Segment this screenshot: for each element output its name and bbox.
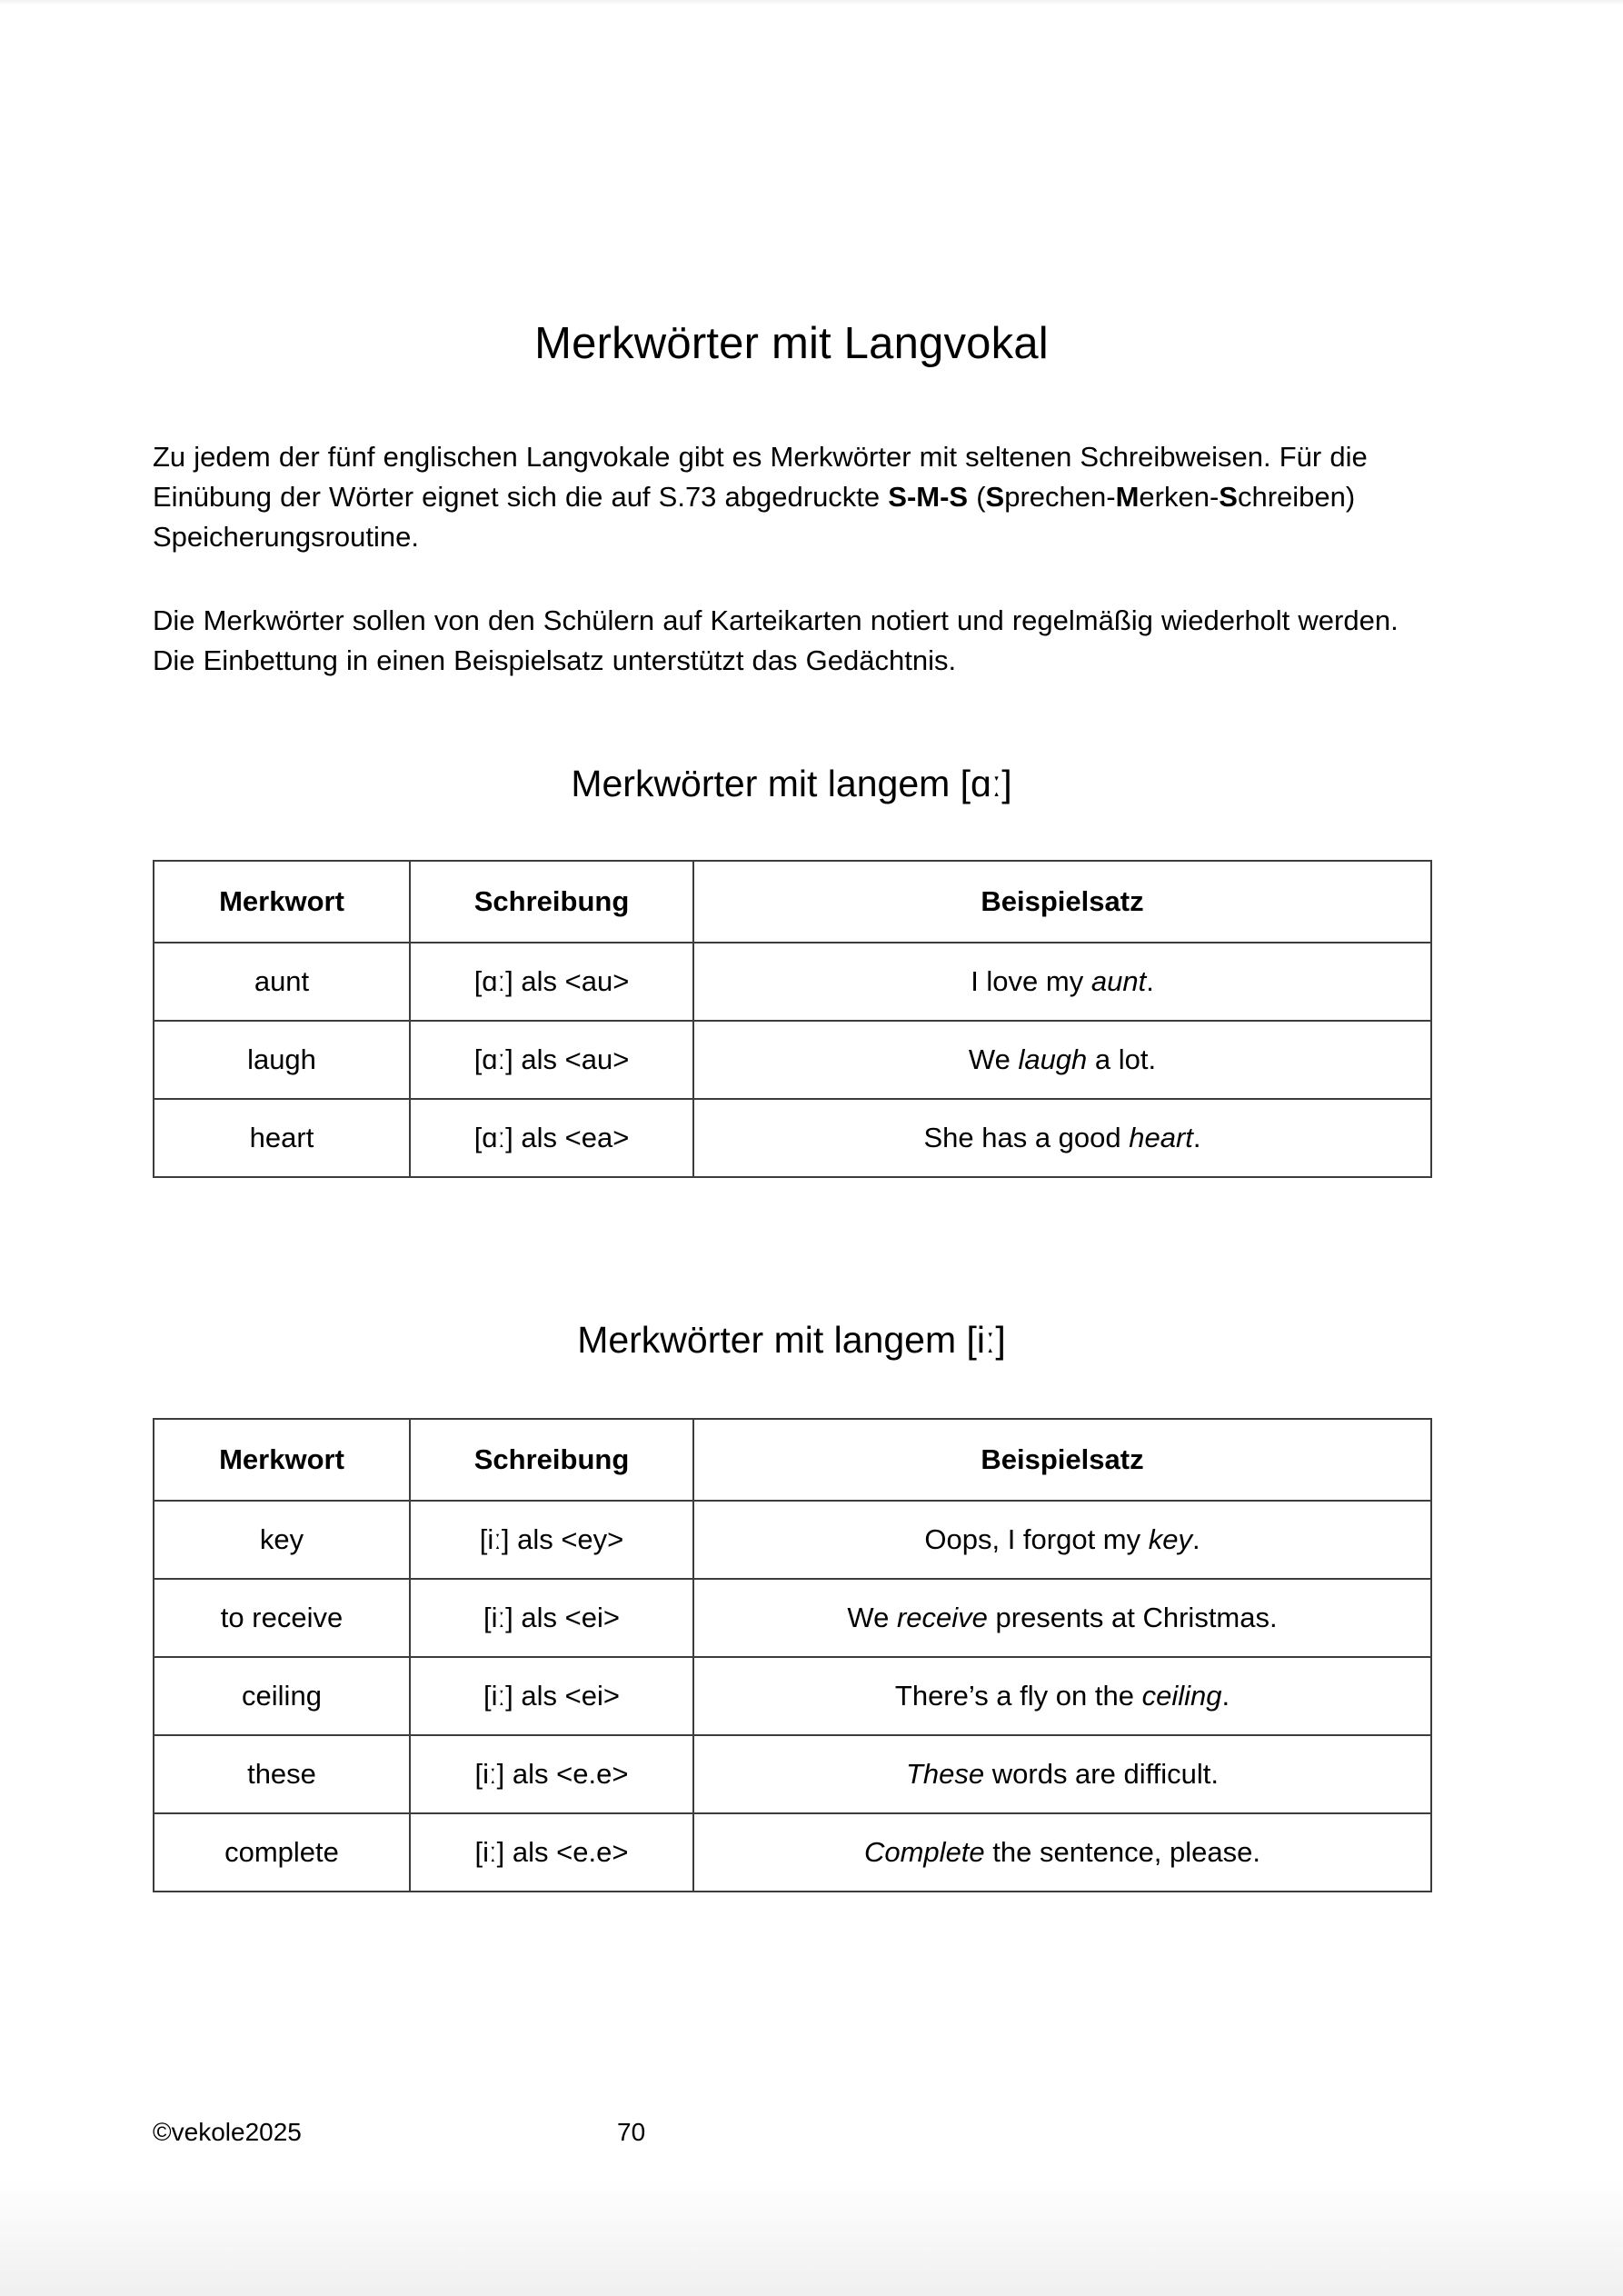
copyright-notice: ©vekole2025 [153, 2118, 302, 2146]
table-row [154, 943, 1431, 1021]
italic-run: key [1148, 1523, 1192, 1556]
table-row [154, 1579, 1431, 1657]
page-number: 70 [617, 2118, 646, 2146]
bold-run: S [1219, 481, 1238, 514]
column-header-beispielsatz: Beispielsatz [693, 1419, 1431, 1501]
italic-run: laugh [1018, 1043, 1088, 1076]
table-row [154, 1735, 1431, 1813]
merkwoerter-table-long-a [153, 860, 1432, 1178]
cell-beispielsatz: I love my aunt. [693, 943, 1431, 1021]
cell-schreibung: [ɑː] als <ea> [410, 1099, 693, 1177]
table-row [154, 1813, 1431, 1892]
merkwoerter-table-long-i [153, 1418, 1432, 1892]
cards-paragraph: Die Merkwörter sollen von den Schülern auf Karteikarten notiert und regelmäßig wiederholt werden. Die Einbettung in einen Beispielsatz unterstützt das Gedächtnis. [153, 604, 1399, 677]
cell-merkwort: heart [154, 1099, 410, 1177]
cell-beispielsatz: We receive presents at Christmas. [693, 1579, 1431, 1657]
page-content [153, 0, 1430, 1892]
italic-run: ceiling [1141, 1680, 1222, 1712]
intro-paragraph: Zu jedem der fünf englischen Langvokale gibt es Merkwörter mit seltenen Schreibweisen. Für die Einübung der Wörter eignet sich die auf S.73 abgedruckte S-M-S (Sprechen-Merken-Schreiben) Speicherungsroutine. [153, 441, 1368, 554]
table-body [154, 1501, 1431, 1892]
cell-merkwort: ceiling [154, 1657, 410, 1735]
cell-schreibung: [iː] als <ey> [410, 1501, 693, 1579]
cell-beispielsatz: There’s a fly on the ceiling. [693, 1657, 1431, 1735]
italic-run: These [905, 1758, 985, 1791]
column-header-schreibung: Schreibung [410, 861, 693, 943]
cell-beispielsatz: We laugh a lot. [693, 1021, 1431, 1099]
table-row [154, 1021, 1431, 1099]
cell-merkwort: complete [154, 1813, 410, 1892]
italic-run: aunt [1090, 965, 1147, 998]
column-header-merkwort: Merkwort [154, 861, 410, 943]
cell-beispielsatz: Oops, I forgot my key. [693, 1501, 1431, 1579]
cell-schreibung: [iː] als <e.e> [410, 1735, 693, 1813]
bold-run: S [985, 481, 1005, 514]
table-body [154, 943, 1431, 1177]
table-header-row [154, 1419, 1431, 1501]
cell-schreibung: [iː] als <ei> [410, 1657, 693, 1735]
cell-schreibung: [ɑː] als <au> [410, 943, 693, 1021]
page-footer [153, 2118, 1430, 2147]
cell-merkwort: laugh [154, 1021, 410, 1099]
italic-run: receive [896, 1602, 988, 1634]
bold-run: S-M-S [888, 481, 969, 514]
column-header-merkwort: Merkwort [154, 1419, 410, 1501]
cell-merkwort: key [154, 1501, 410, 1579]
section-heading-long-a: Merkwörter mit langem [ɑː] [571, 763, 1012, 805]
cell-merkwort: to receive [154, 1579, 410, 1657]
bold-run: M [1115, 481, 1140, 514]
cell-merkwort: aunt [154, 943, 410, 1021]
column-header-schreibung: Schreibung [410, 1419, 693, 1501]
page-edge-bottom-shading [0, 2178, 1623, 2296]
italic-run: heart [1129, 1122, 1193, 1154]
table-header-row [154, 861, 1431, 943]
italic-run: Complete [863, 1836, 985, 1869]
cell-schreibung: [iː] als <e.e> [410, 1813, 693, 1892]
table-row [154, 1501, 1431, 1579]
table-row [154, 1099, 1431, 1177]
column-header-beispielsatz: Beispielsatz [693, 861, 1431, 943]
section-heading-long-i: Merkwörter mit langem [iː] [577, 1319, 1006, 1362]
cell-beispielsatz: Complete the sentence, please. [693, 1813, 1431, 1892]
page-title: Merkwörter mit Langvokal [534, 319, 1049, 368]
cell-beispielsatz: She has a good heart. [693, 1099, 1431, 1177]
table-row [154, 1657, 1431, 1735]
cell-schreibung: [iː] als <ei> [410, 1579, 693, 1657]
cell-schreibung: [ɑː] als <au> [410, 1021, 693, 1099]
cell-beispielsatz: These words are difficult. [693, 1735, 1431, 1813]
cell-merkwort: these [154, 1735, 410, 1813]
